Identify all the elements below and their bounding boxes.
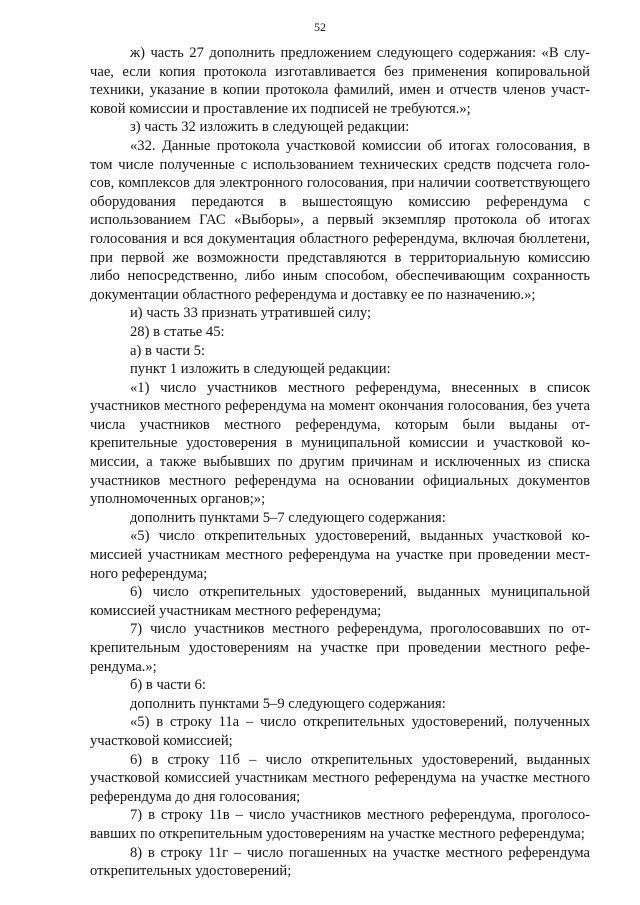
paragraph: 6) в строку 11б – число открепительных удостоверений, выданных участковой комиссией участникам местного референдума на участке местного референдума до дня голосования; [90,751,590,805]
paragraph: «32. Данные протокола участковой комиссии об итогах голосования, в том числе полученные с использованием технических средств подсчета голосов, комплексов для электронного голосования, при наличии соответствующего оборудования передаются в вышестоящую комиссию референдума с использованием ГАС «Выборы», а первый экземпляр протокола об итогах голосования и вся документация областного референдума, включая бюллетени, при первой же возможности представляются в территориальную комиссию либо непосредственно, либо иным способом, обеспечивающим сохранность документации областного референдума и доставку ее по назначению.»; [90,137,590,303]
paragraph: б) в части 6: [130,677,206,694]
paragraph: з) часть 32 изложить в следующей редакции: [130,119,410,136]
paragraph: 28) в статье 45: [130,323,225,340]
paragraph: «5) число открепительных удостоверений, выданных участковой комиссией участникам местного референдума на участке при проведении местного референдума; [90,528,590,582]
page-number: 52 [314,20,326,34]
paragraph: и) часть 33 признать утратившей силу; [130,305,372,322]
paragraph: дополнить пунктами 5–9 следующего содержания: [130,695,446,712]
paragraph: пункт 1 изложить в следующей редакции: [130,361,391,378]
paragraph: 6) число открепительных удостоверений, выданных муниципальной комиссией участникам местного референдума; [90,584,590,619]
paragraph: 7) в строку 11в – число участников местного референдума, проголосовавших по открепительным удостоверениям на участке местного референдума; [90,807,590,842]
paragraph: 7) число участников местного референдума, проголосовавших по открепительным удостоверениям на участке при проведении местного референдума.»; [90,621,590,675]
paragraph: ж) часть 27 дополнить предложением следующего содержания: «В случае, если копия протокола изготавливается без применения копировальной техники, указание в копии протокола фамилий, имен и отчеств членов участковой комиссии и проставление их подписей не требуются.»; [90,45,590,117]
document-body [90,44,590,881]
paragraph: 8) в строку 11г – число погашенных на участке местного референдума открепительных удостоверений; [90,844,590,880]
paragraph: «5) в строку 11а – число открепительных удостоверений, полученных участковой комиссией; [90,714,590,749]
paragraph: «1) число участников местного референдума, внесенных в список участников местного референдума на момент окончания голосования, без учета числа участников местного референдума, которым были выданы открепительные удостоверения в муниципальной комиссии и участковой комиссии, а также выбывших по другим причинам и исключенных из списка участников местного референдума на основании официальных документов уполномоченных органов;»; [90,379,590,508]
paragraph: а) в части 5: [130,342,206,359]
paragraph: дополнить пунктами 5–7 следующего содержания: [130,509,446,526]
